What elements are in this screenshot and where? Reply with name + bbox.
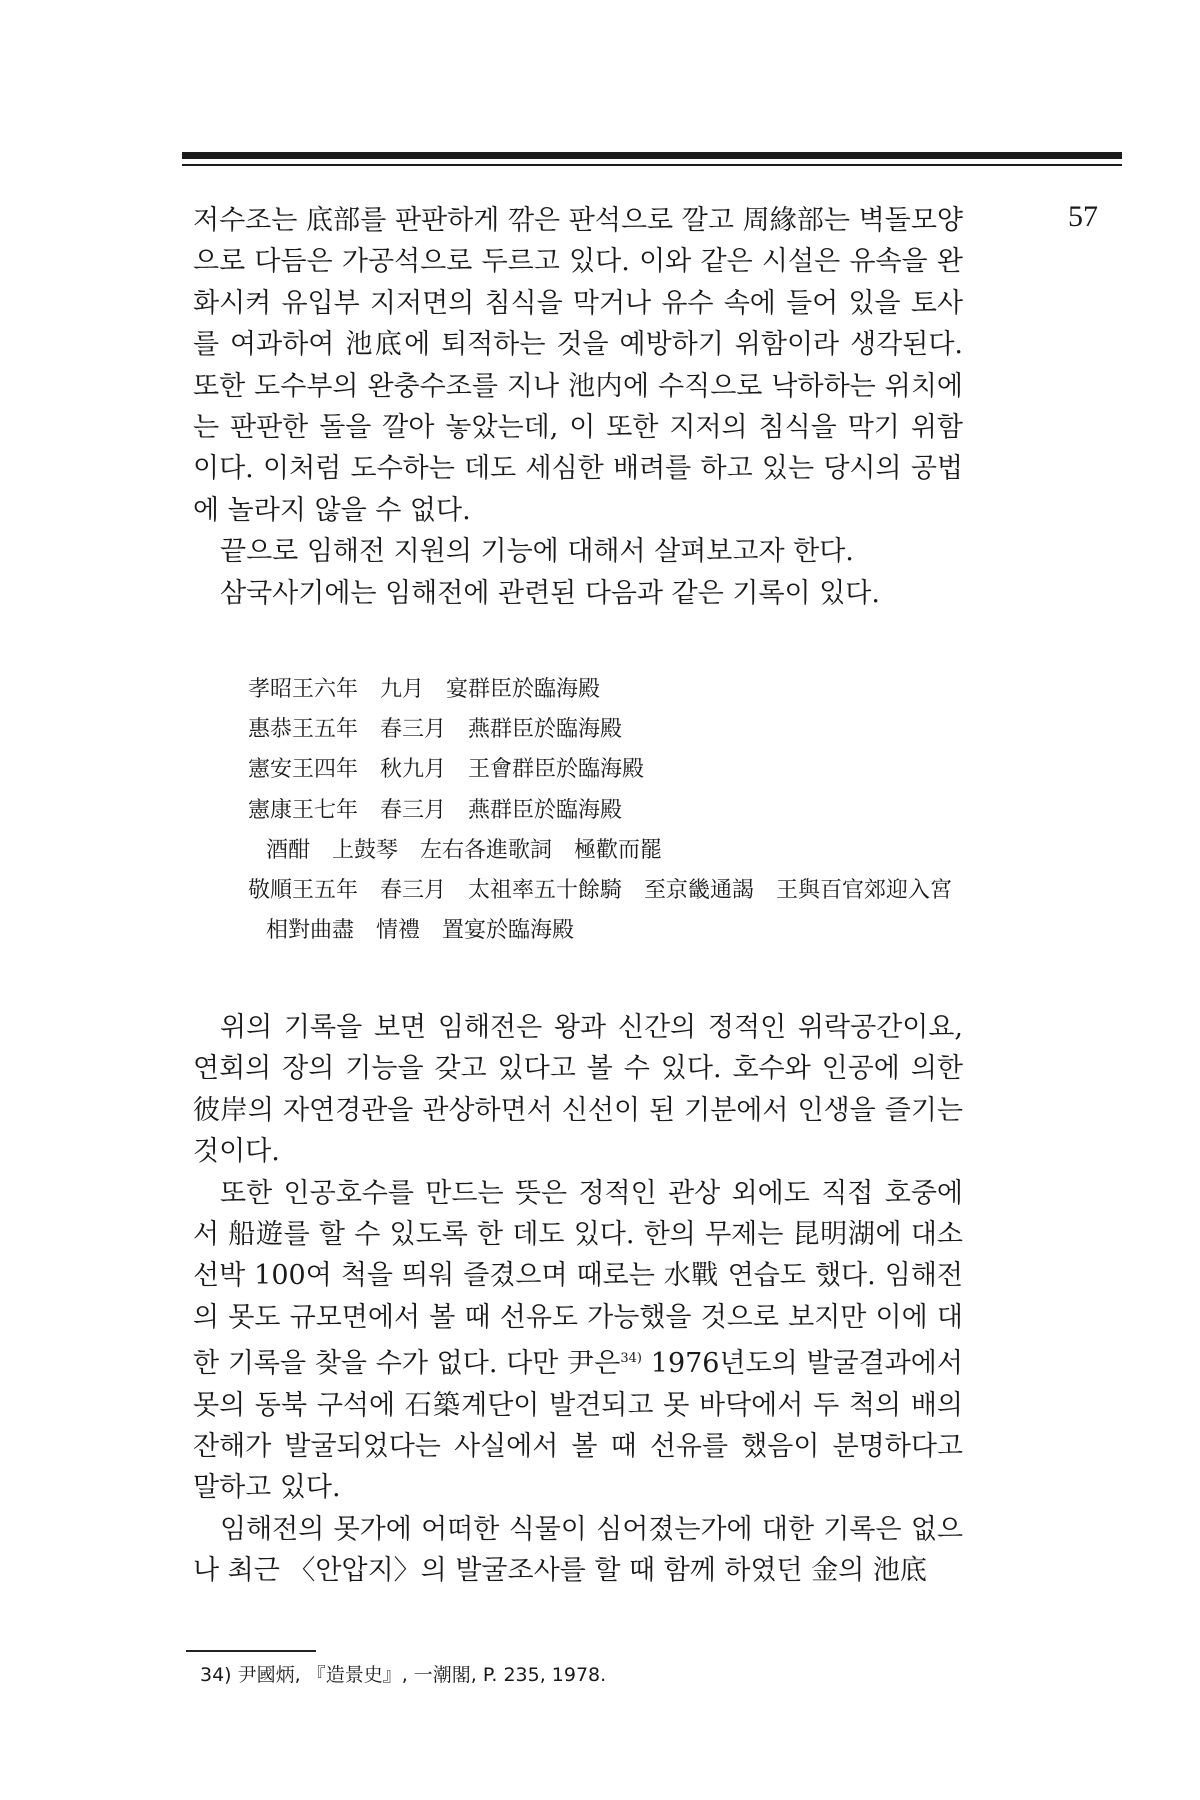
paragraph-3: 삼국사기에는 임해전에 관련된 다음과 같은 기록이 있다. [220, 577, 880, 609]
body-top [193, 200, 963, 614]
record-line: 酒酣 上鼓琴 左右各進歌詞 極歡而罷 [266, 837, 663, 863]
page-number: 57 [1068, 200, 1098, 233]
header-rule-thin [182, 164, 1122, 166]
footnote-rule [186, 1650, 316, 1652]
header-rule-thick [182, 152, 1122, 159]
paragraph-5-part-2: 1976년도의 발굴결과에서 못의 동북 구석에 石築계단이 발견되고 못 바닥에서 두 척의 배의 잔해가 발굴되었다는 사실에서 볼 때 선유를 했음이 분명하다고 말하고 있다. [193, 1348, 963, 1504]
paragraph-4: 위의 기록을 보면 임해전은 왕과 신간의 정적인 위락공간이요, 연회의 장의 기능을 갖고 있다고 볼 수 있다. 호수와 인공에 의한 彼岸의 자연경관을 관상하면서 신선이 된 기분에서 인생을 즐기는 것이다. [193, 1012, 963, 1168]
record-line: 憲康王七年 春三月 燕群臣於臨海殿 [248, 797, 623, 823]
paragraph-5-part-1: 또한 인공호수를 만드는 뜻은 정적인 관상 외에도 직접 호중에서 船遊를 할 수 있도록 한 데도 있다. 한의 무제는 昆明湖에 대소 선박 100여 척을 띄워 즐겼으며 때로는 水戰 연습도 했다. 임해전의 못도 규모면에서 볼 때 선유도 가능했을 것으로 보지만 이에 대한 기록을 찾을 수가 없다. 다만 尹은 [193, 1177, 963, 1380]
record-line: 敬順王五年 春三月 太祖率五十餘騎 至京畿通謁 王與百官郊迎入宮 [248, 878, 953, 904]
paragraph-1: 저수조는 底部를 판판하게 깎은 판석으로 깔고 周緣部는 벽돌모양으로 다듬은 가공석으로 두르고 있다. 이와 같은 시설은 유속을 완화시켜 유입부 지저면의 침식을 막거나 유수 속에 들어 있을 토사를 여과하여 池底에 퇴적하는 것을 예방하기 위함이라 생각된다. 또한 도수부의 완충수조를 지나 池内에 수직으로 낙하하는 위치에는 판판한 돌을 깔아 놓았는데, 이 또한 지저의 침식을 막기 위함이다. 이처럼 도수하는 데도 세심한 배려를 하고 있는 당시의 공법에 놀라지 않을 수 없다. [193, 205, 963, 526]
paragraph-2: 끝으로 임해전 지원의 기능에 대해서 살펴보고자 한다. [220, 536, 854, 568]
body-bottom [193, 1007, 963, 1592]
record-line: 孝昭王六年 九月 宴群臣於臨海殿 [248, 677, 601, 702]
record-line: 憲安王四年 秋九月 王會群臣於臨海殿 [248, 757, 645, 783]
historical-records [248, 670, 1008, 951]
paragraph-5 [193, 1173, 963, 1509]
record-line: 相對曲盡 情禮 置宴於臨海殿 [266, 918, 575, 944]
paragraph-6: 임해전의 못가에 어떠한 식물이 심어졌는가에 대한 기록은 없으나 최근 〈안압지〉의 발굴조사를 할 때 함께 하였던 金의 池底 [193, 1513, 963, 1587]
footnote: 34) 尹國炳, 『造景史』, 一潮閣, P. 235, 1978. [200, 1664, 607, 1686]
footnote-ref: 34) [620, 1351, 642, 1367]
record-line: 惠恭王五年 春三月 燕群臣於臨海殿 [248, 717, 623, 743]
